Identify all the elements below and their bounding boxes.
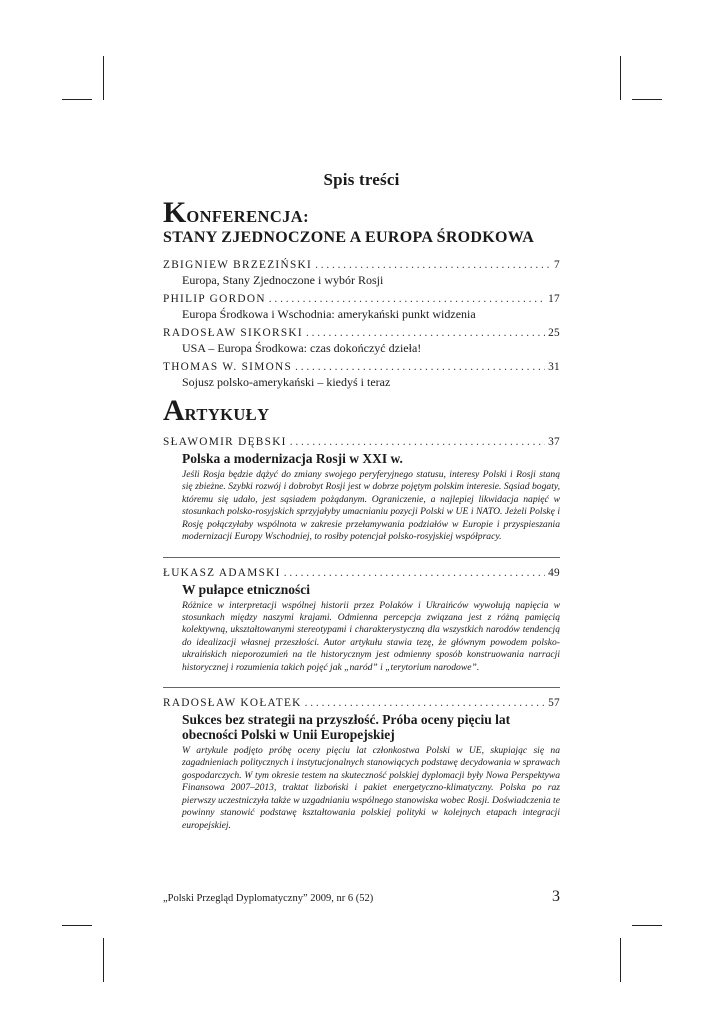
section-conference	[163, 198, 560, 390]
entry-author: RADOSŁAW KOŁATEK	[163, 697, 302, 710]
entry-title: Polska a modernizacja Rosji w XXI w.	[182, 451, 403, 466]
crop-mark-bottom-left-horizontal	[62, 925, 92, 926]
entry-page: 37	[548, 436, 560, 448]
section-conference-initial: K	[163, 196, 187, 229]
author-line	[163, 697, 560, 709]
entry-author: SŁAWOMIR DĘBSKI	[163, 436, 287, 448]
entry-title: Sojusz polsko-amerykański – kiedyś i teraz	[182, 375, 391, 389]
author-line	[163, 293, 560, 305]
entry-page: 49	[548, 566, 560, 579]
crop-mark-bottom-right-vertical	[620, 938, 621, 982]
entry-page: 57	[548, 697, 560, 710]
entry-divider	[163, 557, 560, 558]
author-line	[163, 567, 560, 579]
section-articles-heading-rest: RTYKUŁY	[184, 405, 270, 424]
leader-dots	[295, 361, 545, 373]
page-number: 3	[552, 888, 560, 905]
entry-abstract: Jeśli Rosja będzie dążyć do zmiany swojego peryferyjnego statusu, interesy Polski i Rosji staną się zbieżne. Szybki rozwój i dobrobyt Rosji jest w dobrze pojętym polskim interesie. Sąsiad bogaty, któremu się udało, jest sąsiadem pożądanym. Ograniczenie, a najlepiej likwidacja napięć w stosunkach polsko-rosyjskich sprzyjałyby umacnianiu pozycji Polski w UE i NATO. Jeżeli Polskę i Rosję połączyłaby wspólnota w zakresie przełamywania podziałów w Europie i przyspieszania modernizacji Europy Wschodniej, to rosłby potencjał polsko-rosyjskiej współpracy.	[182, 468, 560, 543]
entry-author: ZBIGNIEW BRZEZIŃSKI	[163, 259, 313, 271]
section-articles-initial: A	[163, 394, 185, 427]
section-conference-subtitle: STANY ZJEDNOCZONE A EUROPA ŚRODKOWA	[163, 229, 535, 246]
journal-citation: „Polski Przegląd Dyplomatyczny” 2009, nr 6 (52)	[163, 893, 374, 904]
toc-entry[interactable]	[163, 697, 560, 832]
entry-divider	[163, 687, 560, 688]
leader-dots	[306, 327, 545, 339]
leader-dots	[269, 293, 545, 305]
entry-author: PHILIP GORDON	[163, 293, 266, 305]
entry-author: THOMAS W. SIMONS	[163, 361, 293, 373]
crop-mark-top-right-vertical	[620, 56, 621, 100]
entry-author: ŁUKASZ ADAMSKI	[163, 566, 281, 579]
toc-title: Spis treści	[323, 170, 400, 189]
entry-abstract: W artykule podjęto próbę oceny pięciu lat członkostwa Polski w UE, skupiając się na zagadnieniach politycznych i instytucjonalnych stanowiących podstawę decydowania w sprawach gospodarczych. W tym okresie testem na skuteczność polskiej dyplomacji były Nowa Perspektywa Finansowa 2007–2013, traktat lizboński i pakiet energetyczno-klimatyczny. Polska po raz pierwszy uczestniczyła także w uzgadnianiu wspólnego stanowiska wobec Rosji. Doświadczenia te powinny stanowić podstawę kształtowania polskiej polityki w kolejnych etapach integracji europejskiej.	[182, 745, 560, 831]
entry-page: 31	[548, 361, 560, 373]
crop-mark-top-right-horizontal	[632, 99, 662, 100]
section-conference-heading-rest: ONFERENCJA:	[186, 207, 309, 226]
entry-abstract: Różnice w interpretacji wspólnej historii przez Polaków i Ukraińców wywołują napięcia w stosunkach między naszymi krajami. Odmienna percepcja związana jest z różną pamięcią kolektywną, ukształtowanymi stereotypami i charakterystyczną dla wszystkich narodów tendencją do idealizacji własnej przeszłości. Autor artykułu stawia tezę, że głównym powodem polsko-ukraińskich nieporozumień na tle historycznym jest odmienny sposób konstruowania narracji historycznej i rozumienia takich pojęć jak „naród” i „terytorium narodowe”.	[182, 599, 560, 673]
toc-page	[163, 170, 560, 845]
leader-dots	[284, 567, 545, 579]
entry-title: USA – Europa Środkowa: czas dokończyć dzieła!	[182, 341, 422, 355]
toc-entry[interactable]	[163, 436, 560, 544]
page-footer	[163, 888, 560, 906]
section-articles-heading	[163, 396, 560, 426]
entry-title: Europa Środkowa i Wschodnia: amerykański punkt widzenia	[182, 307, 476, 321]
entry-page: 25	[548, 327, 560, 339]
author-line	[163, 259, 560, 271]
toc-entry[interactable]	[163, 567, 560, 675]
leader-dots	[305, 697, 545, 709]
author-line	[163, 361, 560, 373]
section-conference-heading	[163, 198, 560, 228]
leader-dots	[290, 436, 545, 448]
crop-mark-top-left-horizontal	[62, 99, 92, 100]
toc-entry[interactable]	[163, 327, 560, 356]
entry-title: W pułapce etniczności	[182, 581, 310, 597]
crop-mark-top-left-vertical	[103, 56, 104, 100]
author-line	[163, 436, 560, 448]
entry-title: Sukces bez strategii na przyszłość. Próba oceny pięciu lat obecności Polski w Unii Europejskiej	[182, 712, 511, 743]
entry-page: 7	[554, 259, 560, 271]
leader-dots	[315, 259, 551, 271]
crop-mark-bottom-right-horizontal	[632, 925, 662, 926]
section-articles	[163, 396, 560, 832]
crop-mark-bottom-left-vertical	[103, 938, 104, 982]
author-line	[163, 327, 560, 339]
toc-entry[interactable]	[163, 361, 560, 390]
entry-page: 17	[548, 293, 560, 305]
toc-entry[interactable]	[163, 259, 560, 288]
entry-author: RADOSŁAW SIKORSKI	[163, 327, 303, 339]
entry-title: Europa, Stany Zjednoczone i wybór Rosji	[182, 273, 384, 287]
toc-entry[interactable]	[163, 293, 560, 322]
